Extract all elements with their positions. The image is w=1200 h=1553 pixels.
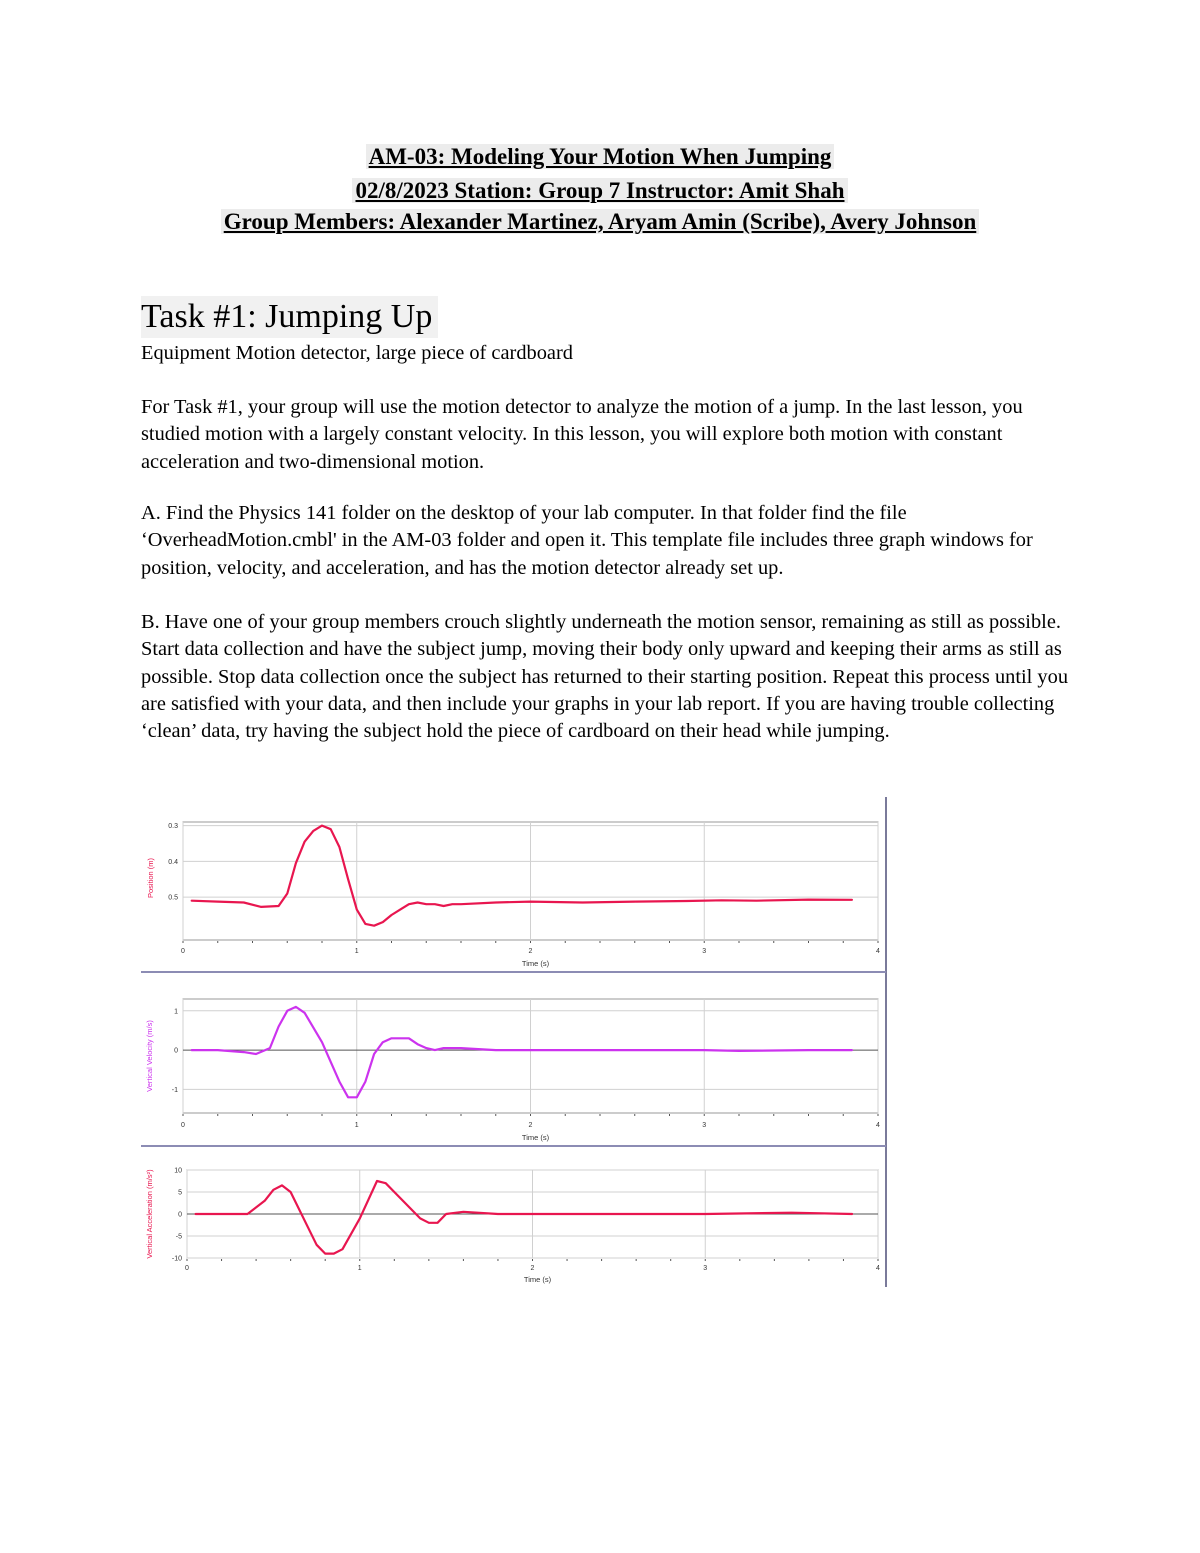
document-title: AM-03: Modeling Your Motion When Jumping [0,143,1200,171]
x-tick-label: 0 [181,1122,185,1129]
x-tick-label: 3 [702,1122,707,1129]
y-tick-label: 5 [178,1189,182,1197]
x-tick-label: 1 [354,1122,359,1129]
x-tick-label: 4 [876,948,880,955]
x-tick-label: 2 [530,1265,535,1272]
y-tick-label: -1 [171,1086,178,1094]
group-members-line: Group Members: Alexander Martinez, Aryam Amin (Scribe), Avery Johnson [0,208,1200,236]
x-tick-label: 4 [876,1122,880,1129]
y-axis-label: Vertical Acceleration (m/s²) [145,1169,154,1259]
x-tick-label: 2 [528,948,533,955]
x-axis-label: Time (s) [521,1133,550,1142]
x-tick-label: 3 [702,948,707,955]
step-a-paragraph: A. Find the Physics 141 folder on the desktop of your lab computer. In that folder find the file ‘OverheadMotion.cmbl' in the AM-03 folder and open it. This template file includes three graph windows for position, velocity, and acceleration, and has the motion detector already set up. [141,502,1033,579]
x-tick-label: 0 [185,1265,189,1272]
chart-acceleration [145,1168,880,1285]
x-tick-label: 1 [357,1265,362,1272]
step-b-paragraph: B. Have one of your group members crouch slightly underneath the motion sensor, remaining as still as possible. Start data collection and have the subject jump, moving their body only upward and keeping their arms as still as possible. Stop data collection once the subject has returned to their starting position. Repeat this process until you are satisfied with your data, and then include your graphs in your lab report. If you are having trouble collecting ‘clean’ data, try having the subject hold the piece of cardboard on their head while jumping. [141,611,1069,743]
y-tick-label: 0.3 [168,823,178,831]
task-intro-paragraph: For Task #1, your group will use the motion detector to analyze the motion of a jump. In the last lesson, you studied motion with a largely constant velocity. In this lesson, you will explore both motion with constant acceleration and two-dimensional motion. [141,396,1023,473]
x-axis-label: Time (s) [523,1275,552,1284]
x-tick-label: 0 [181,948,185,955]
equipment-line: Equipment Motion detector, large piece of cardboard [141,342,573,364]
station-instructor-line: 02/8/2023 Station: Group 7 Instructor: Amit Shah [0,177,1200,205]
y-tick-label: 0 [174,1047,178,1055]
y-tick-label: 0 [178,1211,182,1219]
chart-velocity [145,999,880,1142]
x-tick-label: 4 [876,1265,880,1272]
y-tick-label: -10 [171,1255,182,1263]
y-tick-label: -5 [175,1233,182,1241]
y-tick-label: 0.4 [168,858,178,866]
task-title: Task #1: Jumping Up [141,296,438,338]
y-axis-label: Vertical Velocity (m/s) [145,1020,154,1092]
y-axis-label: Position (m) [146,857,155,899]
x-tick-label: 3 [703,1265,708,1272]
y-tick-label: 1 [174,1008,178,1016]
chart-position [146,822,880,968]
x-tick-label: 2 [528,1122,533,1129]
y-tick-label: 0.5 [168,894,178,902]
x-axis-label: Time (s) [521,959,550,968]
y-tick-label: 10 [174,1167,182,1175]
x-tick-label: 1 [354,948,359,955]
